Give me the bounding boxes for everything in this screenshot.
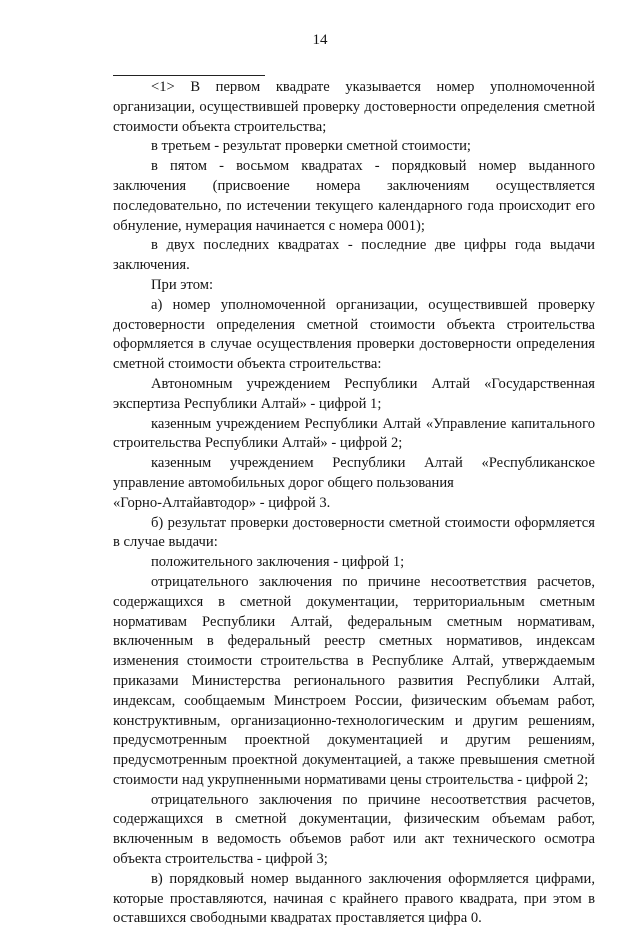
paragraph-fifth-eighth-squares: в пятом - восьмом квадратах - порядковый номер выданного заключения (присвоение номера заключениям осуществляется последовательно, по истечении текущего календарного года происходит его обнуление, нумерация начинается с номера 0001);: [113, 158, 595, 234]
paragraph-negative-2: отрицательного заключения по причине несоответствия расчетов, содержащихся в сметной документации, территориальным сметным нормативам Республики Алтай, федеральным сметным нормативам, включенным в федеральный реестр сметных нормативов, индексам изменения стоимости строительства в Республике Алтай, утверждаемым приказами Министерства регионального развития Республики Алтай, индексам, сообщаемым Минстроем России, физическим объемам работ, конструктивным, организационно-технологическим и другим решениям, предусмотренным проектной документацией и другим решениям, предусмотренным проектной документацией, а также превышения сметной стоимости над укрупненными нормативами цены строительства - цифрой 2;: [113, 573, 595, 788]
paragraph-last-two-squares: в двух последних квадратах - последние две цифры года выдачи заключения.: [113, 237, 595, 274]
document-body: [113, 78, 595, 929]
paragraph-org-3: казенным учреждением Республики Алтай «Республиканское управление автомобильных дорог общего пользования: [113, 455, 595, 491]
paragraph-at-this: При этом:: [151, 276, 214, 293]
page-number: 14: [312, 32, 328, 48]
paragraph-item-b: б) результат проверки достоверности сметной стоимости оформляется в случае выдачи:: [113, 514, 595, 551]
paragraph-item-c: в) порядковый номер выданного заключения оформляется цифрами, которые проставляются, начиная с крайнего правого квадрата, при этом в оставшихся свободными квадратах проставляется цифра 0.: [113, 870, 595, 927]
paragraph-org-3-cont: «Горно-Алтайавтодор» - цифрой 3.: [113, 494, 331, 511]
paragraph-third-square: в третьем - результат проверки сметной стоимости;: [151, 138, 471, 155]
paragraph-positive: положительного заключения - цифрой 1;: [151, 554, 405, 571]
paragraph-item-a: а) номер уполномоченной организации, осуществившей проверку достоверности определения сметной стоимости объекта строительства оформляется в случае осуществления проверки достоверности определения сметной стоимости объекта строительства:: [113, 296, 595, 373]
paragraph-footnote-1: <1> В первом квадрате указывается номер уполномоченной организации, осуществившей проверку достоверности определения сметной стоимости объекта строительства;: [113, 79, 595, 135]
paragraph-negative-3: отрицательного заключения по причине несоответствия расчетов, содержащихся в сметной документации, физическим объемам работ, включенным в ведомость объемов работ или акт технического осмотра объекта строительства - цифрой 3;: [113, 791, 595, 868]
paragraph-org-1: Автономным учреждением Республики Алтай «Государственная экспертиза Республики Алтай» - цифрой 1;: [113, 375, 595, 412]
footnote-separator: [113, 75, 265, 76]
paragraph-org-2: казенным учреждением Республики Алтай «Управление капитального строительства Республики Алтай» - цифрой 2;: [113, 415, 595, 452]
